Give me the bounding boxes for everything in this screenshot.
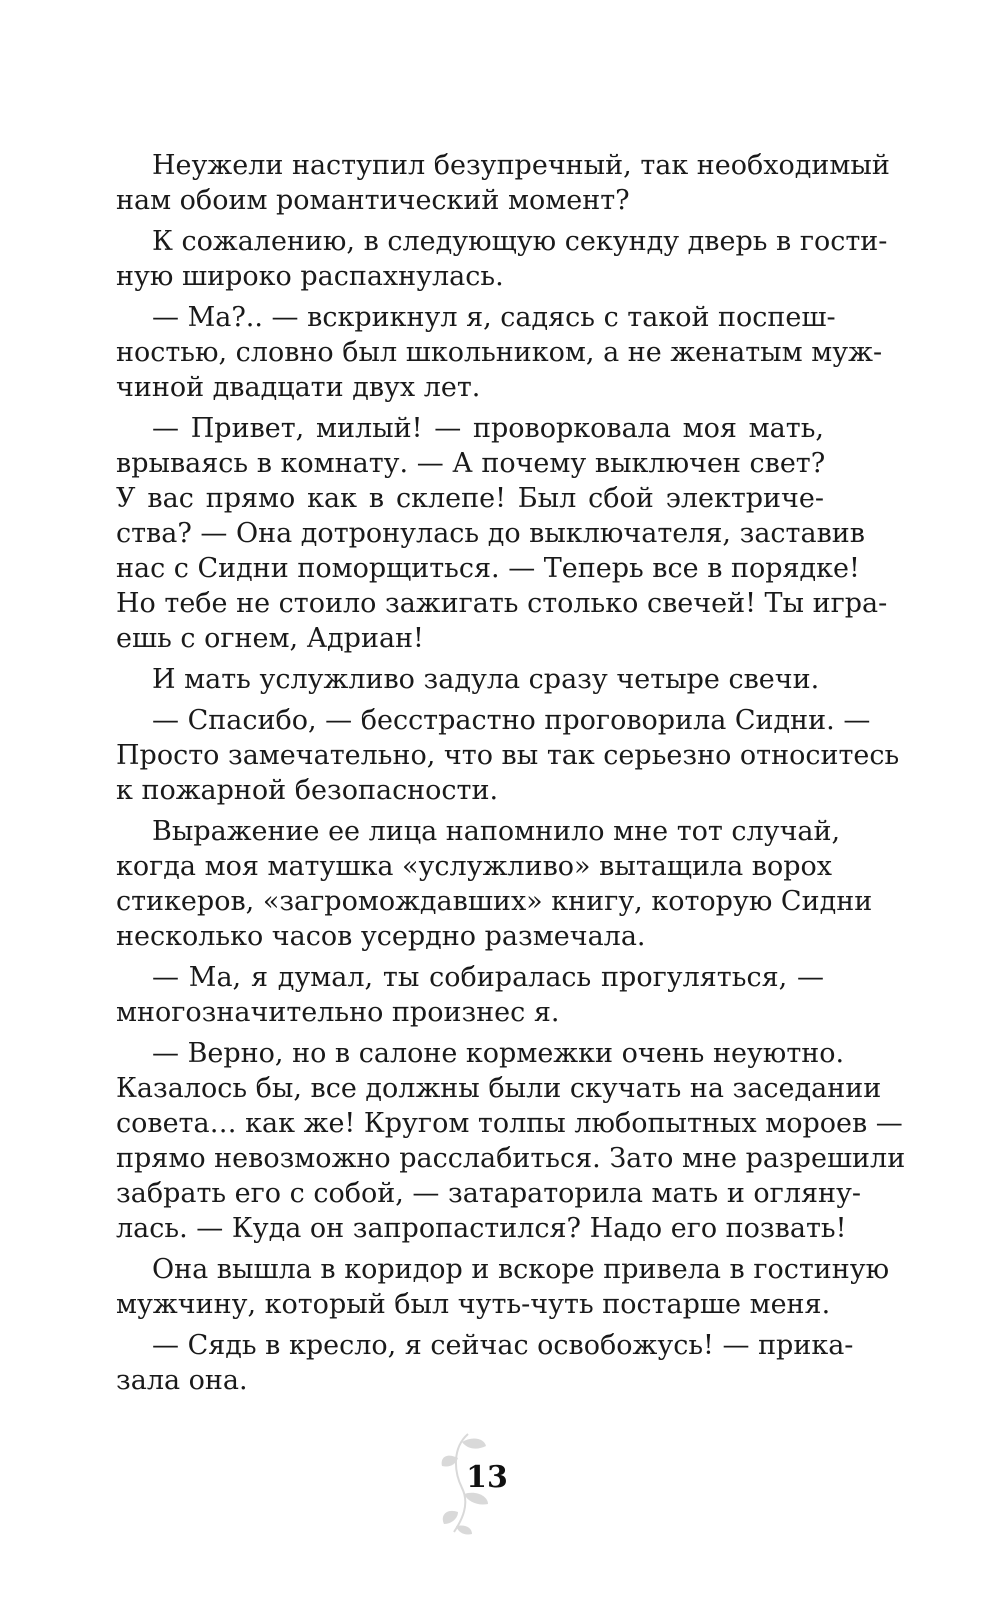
- page-body-text: [116, 148, 906, 1398]
- text-line: ностью, словно был школьником, а не женатым муж-: [116, 337, 883, 368]
- text-line: ства? — Она дотронулась до выключателя, заставив: [116, 518, 865, 549]
- text-line: врываясь в комнату. — А почему выключен свет?: [116, 448, 826, 479]
- text-line: мужчину, который был чуть-чуть постарше меня.: [116, 1289, 831, 1320]
- text-line: зала она.: [116, 1365, 248, 1396]
- text-line: — Сядь в кресло, я сейчас освобожусь! — прика-: [152, 1330, 854, 1361]
- text-line: У вас прямо как в склепе! Был сбой электриче-: [116, 483, 824, 514]
- text-line: стикеров, «загромождавших» книгу, которую Сидни: [116, 886, 873, 917]
- text-line: — Ма, я думал, ты собиралась прогуляться, —: [152, 962, 824, 993]
- page-footer: [432, 1428, 542, 1538]
- text-line: ешь с огнем, Адриан!: [116, 623, 424, 654]
- text-line: лась. — Куда он запропастился? Надо его позвать!: [116, 1213, 847, 1244]
- text-line: прямо невозможно расслабиться. Зато мне разрешили: [116, 1143, 906, 1174]
- text-line: нам обоим романтический момент?: [116, 185, 630, 216]
- text-line: — Верно, но в салоне кормежки очень неуютно.: [152, 1038, 845, 1069]
- text-line: забрать его с собой, — затараторила мать и огляну-: [116, 1178, 862, 1209]
- text-line: — Ма?.. — вскрикнул я, садясь с такой поспеш-: [152, 302, 836, 333]
- text-line: нас с Сидни поморщиться. — Теперь все в порядке!: [116, 553, 860, 584]
- text-line: — Привет, милый! — проворковала моя мать,: [152, 413, 824, 444]
- page-number: 13: [466, 1460, 508, 1495]
- text-line: К сожалению, в следующую секунду дверь в гости-: [152, 226, 888, 257]
- text-line: к пожарной безопасности.: [116, 775, 499, 806]
- text-line: Неужели наступил безупречный, так необходимый: [152, 150, 890, 181]
- text-line: совета… как же! Кругом толпы любопытных мороев —: [116, 1108, 903, 1139]
- text-line: Выражение ее лица напомнило мне тот случай,: [152, 816, 841, 847]
- text-line: несколько часов усердно размечала.: [116, 921, 646, 952]
- text-line: Казалось бы, все должны были скучать на заседании: [116, 1073, 882, 1104]
- text-line: Просто замечательно, что вы так серьезно относитесь: [116, 740, 900, 771]
- text-line: многозначительно произнес я.: [116, 997, 560, 1028]
- text-line: когда моя матушка «услужливо» вытащила ворох: [116, 851, 833, 882]
- text-line: ную широко распахнулась.: [116, 261, 504, 292]
- text-line: Она вышла в коридор и вскоре привела в гостиную: [152, 1254, 890, 1285]
- text-line: — Спасибо, — бесстрастно проговорила Сидни. —: [152, 705, 871, 736]
- text-line: Но тебе не стоило зажигать столько свечей! Ты игра-: [116, 588, 888, 619]
- text-line: И мать услужливо задула сразу четыре свечи.: [152, 664, 820, 695]
- text-line: чиной двадцати двух лет.: [116, 372, 481, 403]
